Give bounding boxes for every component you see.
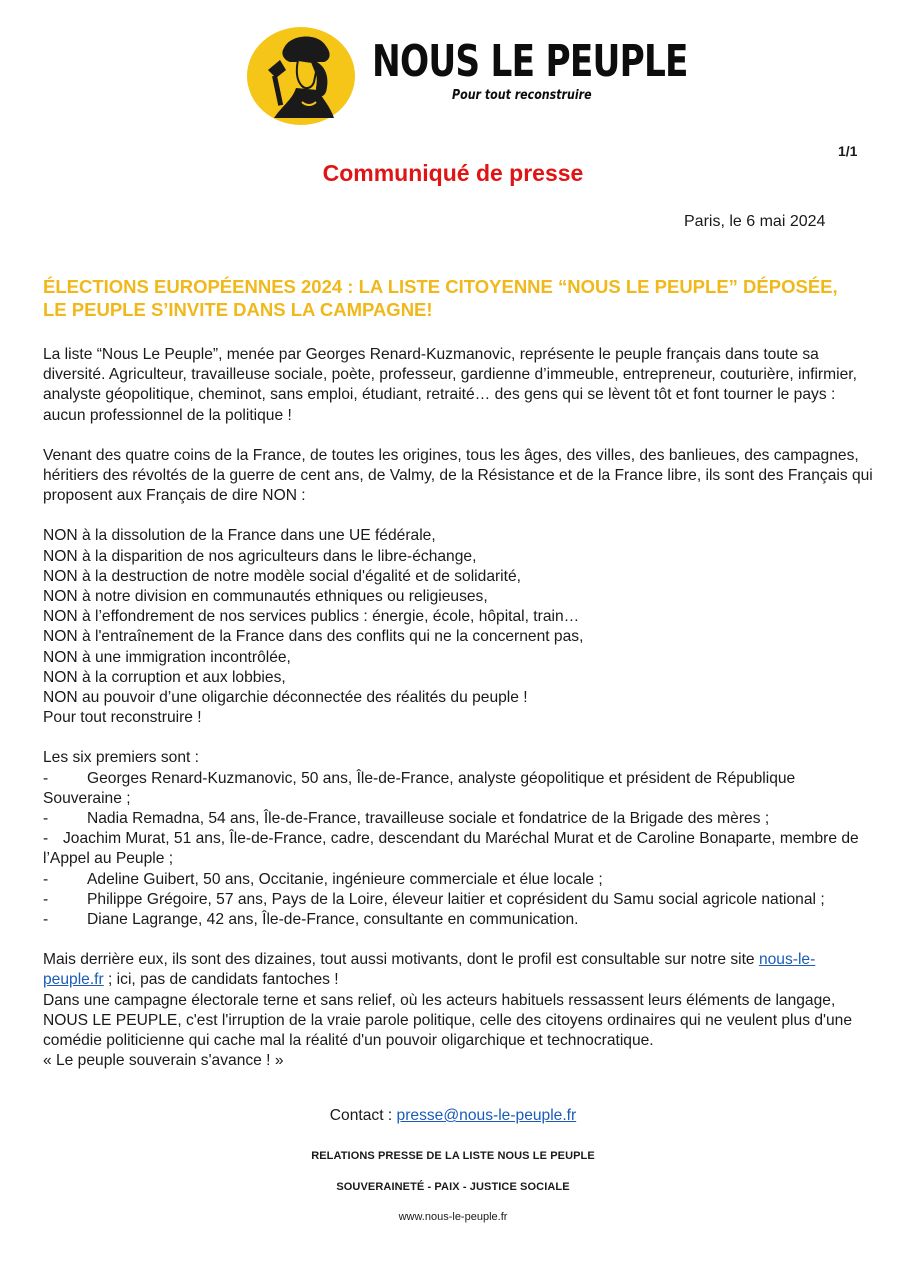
candidate-item: [43, 829, 873, 869]
list-item: NON à l'entraînement de la France dans des conflits qui ne la concernent pas,: [43, 628, 584, 646]
non-list: [43, 526, 873, 728]
brand-tagline: Pour tout reconstruire: [452, 88, 592, 103]
candidates-list: [43, 748, 873, 930]
brand-name: NOUS LE PEUPLE: [372, 36, 688, 87]
page-title: Communiqué de presse: [322, 160, 584, 186]
bullet-dash: -: [43, 810, 49, 828]
candidate-item: [43, 809, 873, 829]
website-link[interactable]: nous-le-peuple.fr: [43, 951, 816, 989]
candidate-item: [43, 890, 873, 910]
list-item: NON au pouvoir d’une oligarchie déconnectée des réalités du peuple !: [43, 689, 528, 707]
contact-email-link[interactable]: presse@nous-le-peuple.fr: [396, 1107, 577, 1124]
list-item: NON à la dissolution de la France dans une UE fédérale,: [43, 527, 436, 545]
footer-motto: SOUVERAINETÉ - PAIX - JUSTICE SOCIALE: [336, 1181, 570, 1193]
list-item: NON à la disparition de nos agriculteurs dans le libre-échange,: [43, 547, 477, 565]
bullet-dash: -: [43, 911, 49, 929]
bullet-dash: -: [43, 769, 49, 787]
footer-website: www.nous-le-peuple.fr: [398, 1211, 508, 1223]
list-item: Pour tout reconstruire !: [43, 709, 202, 727]
closing-text-after: ; ici, pas de candidats fantoches !: [103, 971, 339, 989]
list-item: NON à l’effondrement de nos services publics : énergie, école, hôpital, train…: [43, 608, 580, 626]
candidate-item: [43, 870, 873, 890]
brand-logo: [246, 26, 688, 126]
press-release-body: [43, 345, 873, 1092]
bullet-dash: -: [43, 830, 49, 848]
list-item: NON à la destruction de notre modèle social d'égalité et de solidarité,: [43, 567, 521, 585]
paragraph-origins: Venant des quatre coins de la France, de toutes les origines, tous les âges, des villes, des banlieues, des campagnes, héritiers des révoltés de la guerre de cent ans, de Valmy, de la Résistance et de la France libre, ils sont des Français qui proposent aux Français de dire NON :: [43, 446, 873, 505]
closing-text: Mais derrière eux, ils sont des dizaines, tout aussi motivants, dont le profil est consultable sur notre site: [43, 951, 759, 969]
dateline: Paris, le 6 mai 2024: [684, 213, 826, 230]
candidate-text: Adeline Guibert, 50 ans, Occitanie, ingénieure commerciale et élue locale ;: [87, 870, 603, 888]
candidate-text: Nadia Remadna, 54 ans, Île-de-France, travailleuse sociale et fondatrice de la Brigade des mères ;: [87, 810, 770, 828]
candidate-text: Georges Renard-Kuzmanovic, 50 ans, Île-de-France, analyste géopolitique et président de République Souveraine ;: [43, 769, 796, 807]
paragraph-intro: La liste “Nous Le Peuple”, menée par Georges Renard-Kuzmanovic, représente le peuple français dans toute sa diversité. Agriculteur, travailleuse sociale, poète, professeur, gardienne d’immeuble, entrepreneur, couturière, infirmier, analyste géopolitique, cheminot, sans emploi, étudiant, retraité… des gens qui se lèvent tôt et font tourner le pays : aucun professionnel de la politique !: [43, 346, 857, 424]
list-item: NON à une immigration incontrôlée,: [43, 648, 291, 666]
marianne-logo-icon: [246, 26, 356, 126]
candidate-text: Joachim Murat, 51 ans, Île-de-France, cadre, descendant du Maréchal Murat et de Caroline Bonaparte, membre de l’Appel au Peuple ;: [43, 830, 859, 868]
footer-press-relations: RELATIONS PRESSE DE LA LISTE NOUS LE PEUPLE: [311, 1150, 595, 1162]
list-item: NON à notre division en communautés ethniques ou religieuses,: [43, 588, 488, 606]
contact-label: Contact :: [329, 1107, 397, 1124]
list-item: NON à la corruption et aux lobbies,: [43, 668, 286, 686]
page-number: 1/1: [838, 143, 858, 159]
bullet-dash: -: [43, 870, 49, 888]
candidate-item: [43, 910, 873, 930]
candidate-text: Diane Lagrange, 42 ans, Île-de-France, consultante en communication.: [87, 911, 579, 929]
contact-line: [0, 1107, 906, 1125]
closing-paragraph: Dans une campagne électorale terne et sans relief, où les acteurs habituels ressassent leurs éléments de langage, NOUS LE PEUPLE, c'est l'irruption de la vraie parole politique, celle des citoyens ordinaires qui ne veulent plus d'une comédie politicienne qui cache mal la réalité d'un pouvoir oligarchique et technocratique.: [43, 991, 852, 1050]
candidate-item: [43, 769, 873, 809]
candidates-intro: Les six premiers sont :: [43, 749, 199, 767]
candidate-text: Philippe Grégoire, 57 ans, Pays de la Loire, éleveur laitier et coprésident du Samu social agricole national ;: [87, 890, 825, 908]
closing-quote: « Le peuple souverain s'avance ! »: [43, 1052, 284, 1070]
bullet-dash: -: [43, 890, 49, 908]
closing-section: [43, 950, 873, 1071]
headline: ÉLECTIONS EUROPÉENNES 2024 : LA LISTE CITOYENNE “NOUS LE PEUPLE” DÉPOSÉE, LE PEUPLE S’INVITE DANS LA CAMPAGNE!: [43, 276, 838, 320]
